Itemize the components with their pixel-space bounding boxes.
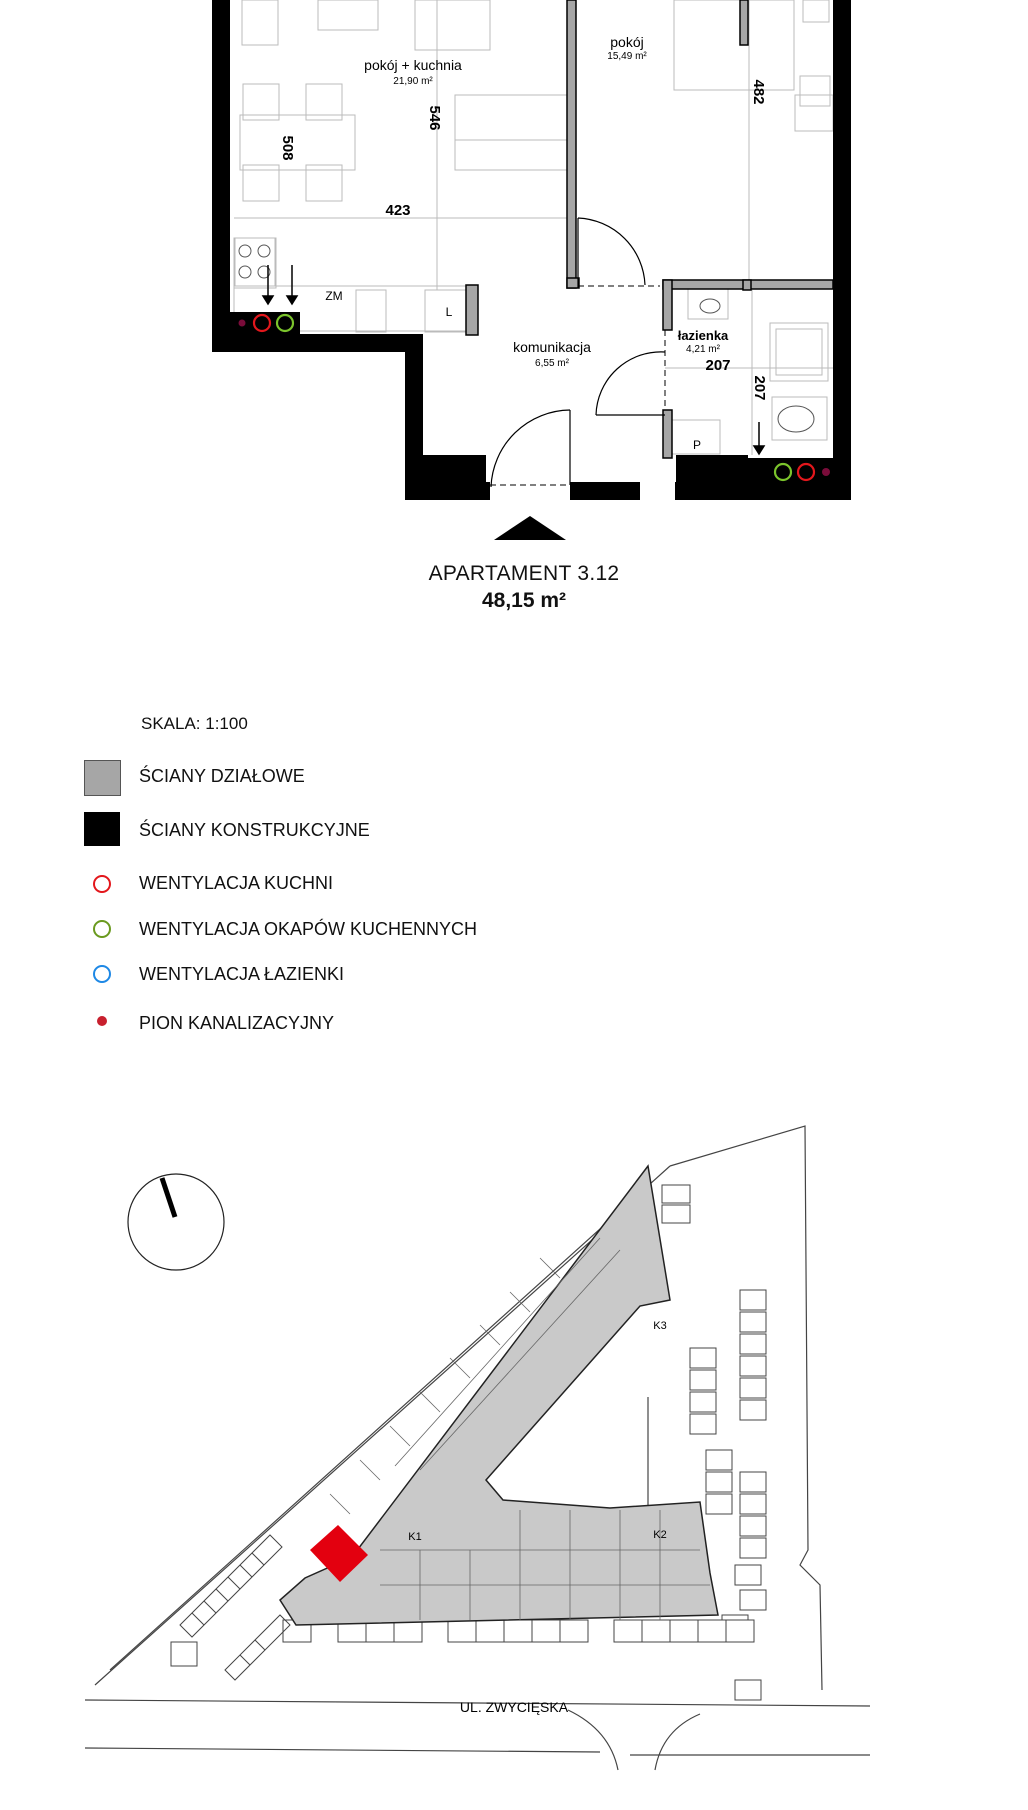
structural-walls (212, 0, 851, 500)
room-area-komunikacja: 6,55 m² (535, 358, 569, 369)
green-ring-icon (93, 920, 111, 938)
apartment-area: 48,15 m² (481, 589, 567, 612)
fixture-label-l: L (445, 305, 453, 319)
fixture-label-p: P (692, 438, 702, 452)
entrance-arrow (485, 516, 575, 540)
dimension-207-horizontal: 207 (705, 357, 731, 374)
apartment-name: APARTAMENT 3.12 (428, 562, 620, 585)
legend-item-sewer-riser (82, 1008, 542, 1048)
room-label-komunikacja: komunikacja (513, 339, 591, 355)
structural-wall-swatch (84, 812, 120, 846)
dimension-423: 423 (385, 202, 411, 219)
blue-ring-icon (93, 965, 111, 983)
legend-item-partition-walls (82, 757, 542, 797)
legend-label: PION KANALIZACYJNY (139, 1013, 335, 1033)
room-label-kitchen: pokój + kuchnia (364, 57, 462, 73)
partition-wall-swatch (84, 760, 121, 796)
street-name: UL. ZWYCIĘSKA (459, 1699, 569, 1715)
legend-item-hood-ventilation (82, 914, 542, 954)
room-area-lazienka: 4,21 m² (686, 344, 720, 355)
dimension-508: 508 (279, 135, 296, 161)
legend-label: WENTYLACJA ŁAZIENKI (139, 964, 345, 984)
legend-item-structural-walls (82, 812, 542, 852)
door-thresholds (490, 286, 665, 485)
site-plan (0, 1110, 1028, 1810)
dimension-546: 546 (426, 105, 443, 131)
room-area-kitchen: 21,90 m² (393, 76, 433, 87)
compass-icon (128, 1174, 224, 1270)
red-dot-icon (97, 1016, 107, 1026)
staircase-k2: K2 (653, 1529, 667, 1541)
room-label-lazienka: łazienka (677, 328, 729, 343)
furniture-outlines (234, 0, 833, 455)
legend-item-bathroom-ventilation (82, 959, 542, 999)
legend-label: ŚCIANY DZIAŁOWE (139, 766, 305, 786)
dimension-207-vertical: 207 (751, 375, 768, 401)
room-area-pokoj: 15,49 m² (607, 51, 647, 62)
staircase-k1: K1 (408, 1531, 422, 1543)
room-label-pokoj: pokój (610, 34, 644, 50)
scale-label: SKALA: 1:100 (141, 714, 248, 733)
floor-plan (0, 0, 1028, 540)
legend-label: WENTYLACJA KUCHNI (139, 873, 334, 893)
legend-label: WENTYLACJA OKAPÓW KUCHENNYCH (139, 919, 478, 939)
fixture-label-zm: ZM (325, 289, 343, 303)
legend-item-kitchen-ventilation (82, 868, 542, 908)
staircase-k3: K3 (653, 1320, 667, 1332)
partition-walls (466, 0, 833, 458)
dimension-482: 482 (750, 79, 767, 105)
legend-label: ŚCIANY KONSTRUKCYJNE (139, 820, 370, 840)
red-ring-icon (93, 875, 111, 893)
